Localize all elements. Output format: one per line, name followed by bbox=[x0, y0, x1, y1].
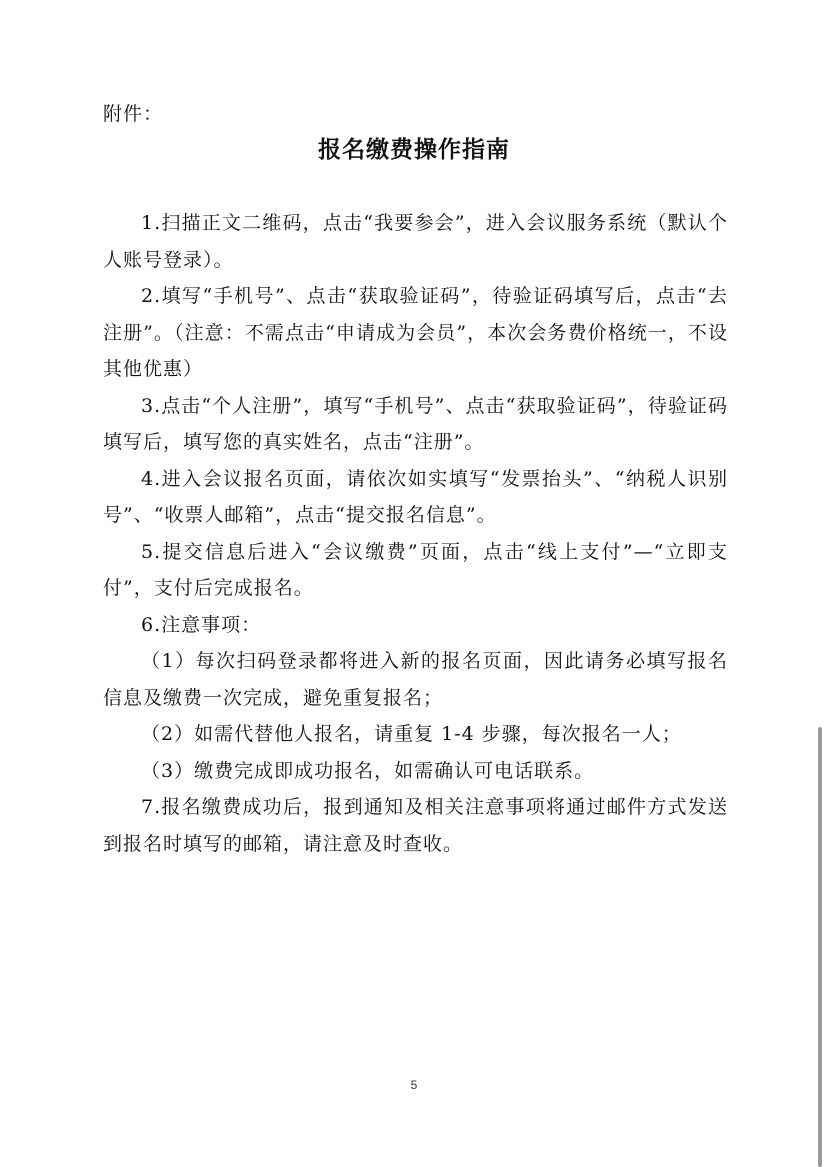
paragraph-step-4: 4.进入会议报名页面，请依次如实填写“发票抬头”、“纳税人识别号”、“收票人邮箱”，点击“提交报名信息”。 bbox=[103, 467, 728, 526]
paragraph-step-5: 5.提交信息后进入“会议缴费”页面，点击“线上支付”—“立即支付”，支付后完成报名。 bbox=[103, 540, 728, 599]
scrollbar[interactable] bbox=[816, 0, 828, 1167]
paragraph-note-2: （2）如需代替他人报名，请重复 1-4 步骤，每次报名一人； bbox=[141, 723, 682, 745]
paragraph-step-2: 2.填写“手机号”、点击“获取验证码”，待验证码填写后，点击“去注册”。（注意：不需点击“申请成为会员”，本次会务费价格统一，不设其他优惠） bbox=[103, 285, 728, 380]
paragraph-note-3: （3）缴费完成即成功报名，如需确认可电话联系。 bbox=[141, 759, 595, 782]
document-title: 报名缴费操作指南 bbox=[318, 136, 510, 163]
page-number: 5 bbox=[410, 1078, 418, 1092]
paragraph-step-1: 1.扫描正文二维码，点击“我要参会”，进入会议服务系统（默认个人账号登录）。 bbox=[103, 212, 728, 271]
paragraph-step-7: 7.报名缴费成功后，报到通知及相关注意事项将通过邮件方式发送到报名时填写的邮箱，请注意及时查收。 bbox=[103, 796, 728, 855]
paragraph-step-3: 3.点击“个人注册”，填写“手机号”、点击“获取验证码”，待验证码填写后，填写您的真实姓名，点击“注册”。 bbox=[103, 394, 728, 453]
attachment-label: 附件： bbox=[103, 103, 164, 125]
paragraph-note-1: （1）每次扫码登录都将进入新的报名页面，因此请务必填写报名信息及缴费一次完成，避免重复报名； bbox=[103, 650, 728, 709]
paragraph-step-6: 6.注意事项： bbox=[141, 613, 262, 636]
document-body bbox=[103, 205, 728, 862]
scrollbar-thumb[interactable] bbox=[818, 727, 822, 1167]
